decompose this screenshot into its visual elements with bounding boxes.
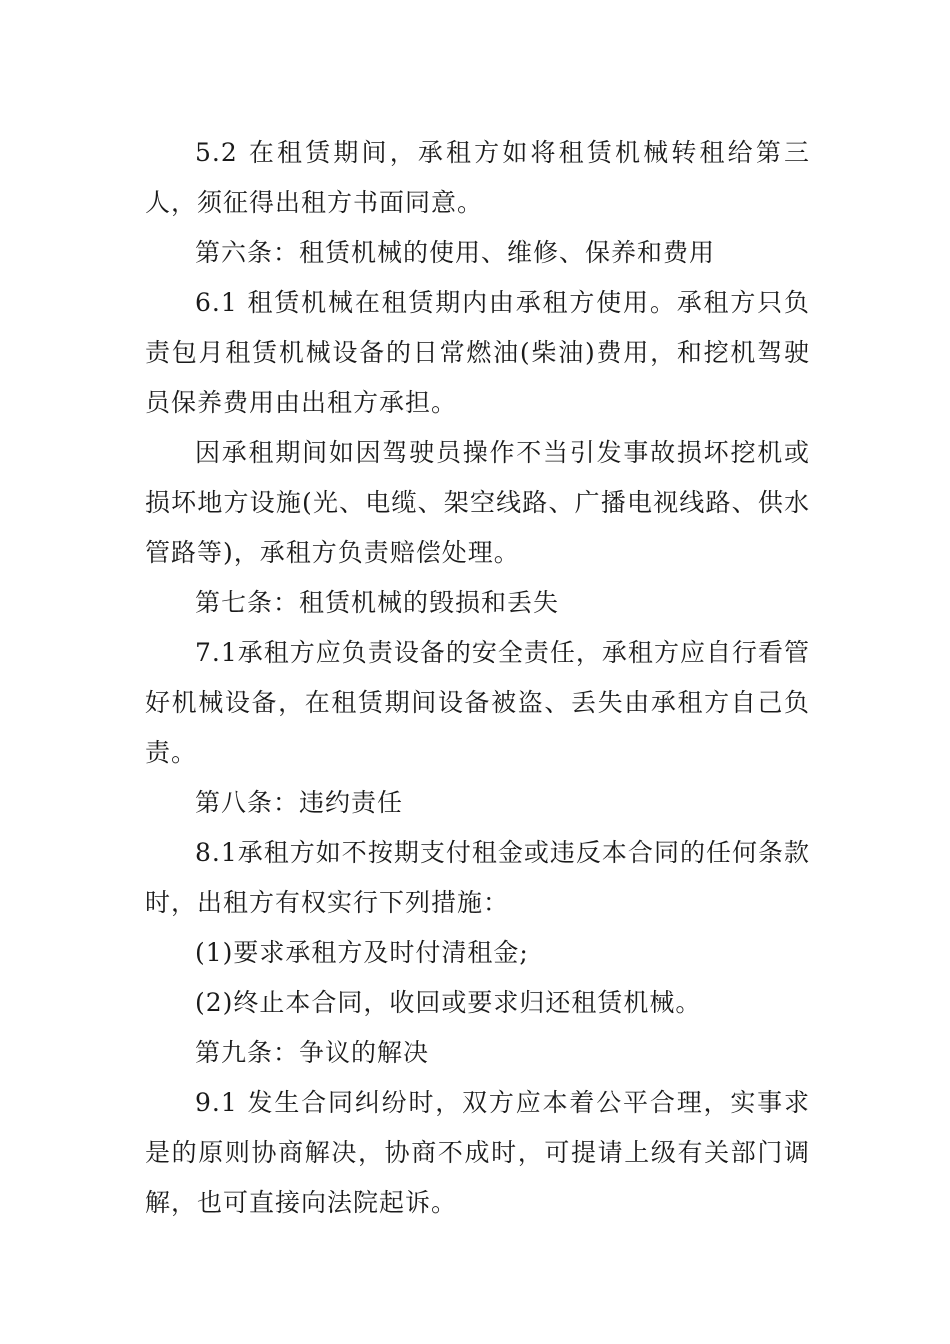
article-6-heading: 第六条：租赁机械的使用、维修、保养和费用 [195, 238, 716, 267]
article-7-heading: 第七条：租赁机械的毁损和丢失 [195, 588, 560, 617]
article-9-heading: 第九条：争议的解决 [195, 1038, 430, 1067]
clause-9-1-paragraph: 9.1 发生合同纠纷时，双方应本着公平合理，实事求是的原则协商解决，协商不成时，可提请上级有关部门调解，也可直接向法院起诉。 [145, 1088, 810, 1217]
clause-6-1-paragraph: 6.1 租赁机械在租赁期内由承租方使用。承租方只负责包月租赁机械设备的日常燃油(柴油)费用，和挖机驾驶员保养费用由出租方承担。 [145, 288, 810, 417]
article-8-heading: 第八条：违约责任 [195, 788, 404, 817]
accident-liability-paragraph: 因承租期间如因驾驶员操作不当引发事故损坏挖机或损坏地方设施(光、电缆、架空线路、广播电视线路、供水管路等)，承租方负责赔偿处理。 [145, 438, 810, 567]
clause-5-2-paragraph: 5.2 在租赁期间，承租方如将租赁机械转租给第三人，须征得出租方书面同意。 [145, 138, 810, 217]
document-body [145, 128, 810, 1228]
measure-1-paragraph: (1)要求承租方及时付清租金; [195, 938, 529, 967]
clause-8-1-paragraph: 8.1承租方如不按期支付租金或违反本合同的任何条款时，出租方有权实行下列措施： [145, 838, 810, 917]
measure-2-paragraph: (2)终止本合同，收回或要求归还租赁机械。 [195, 988, 702, 1017]
clause-7-1-paragraph: 7.1承租方应负责设备的安全责任，承租方应自行看管好机械设备，在租赁期间设备被盗、丢失由承租方自己负责。 [145, 638, 810, 767]
